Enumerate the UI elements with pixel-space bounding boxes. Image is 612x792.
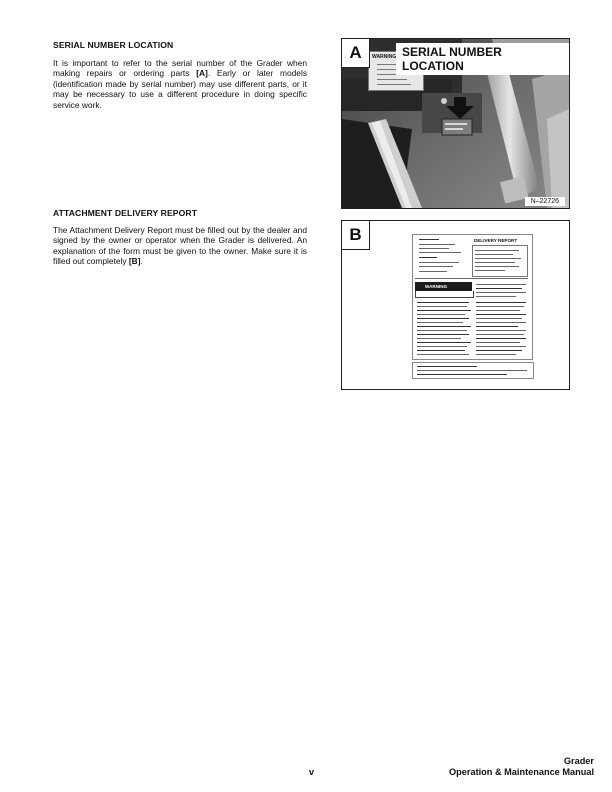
delivery-report-title: DELIVERY REPORT (474, 238, 518, 243)
figure-a-code: N–22726 (525, 197, 565, 206)
section-heading-delivery-report: ATTACHMENT DELIVERY REPORT (53, 208, 198, 218)
delivery-report-form (412, 234, 533, 360)
page-number: v (309, 767, 315, 777)
figure-b-delivery-report (341, 220, 570, 390)
body-text: . Early or later models (identification made by serial number) may use different parts, or it may be necessary to use a different procedure in doing specific service work. (53, 68, 308, 110)
body-text: . (140, 256, 143, 267)
section-heading-serial-number: SERIAL NUMBER LOCATION (53, 40, 174, 50)
body-text: The Attachment Delivery Report must be filled out by the dealer and signed by the owner or operator when the Grader is delivered. An explanation of the form must be given to the owner. Make sure it is filled out completely (53, 225, 307, 267)
figure-letter-b: B (342, 221, 370, 250)
warning-decal-label: WARNING (372, 54, 397, 60)
figure-reference-b: [B] (128, 256, 141, 267)
delivery-report-signature-strip (412, 362, 534, 379)
figure-letter-a: A (342, 39, 370, 68)
body-text: It is important to refer to the serial number of the Grader when making repairs or ordering parts (53, 58, 307, 79)
figure-reference-a: [A] (196, 68, 208, 79)
figure-a-serial-number-photo (341, 38, 570, 209)
manual-title-line1: Grader (563, 756, 594, 766)
section-body-serial-number (53, 58, 307, 110)
manual-title (449, 756, 594, 778)
section-body-delivery-report (53, 225, 307, 267)
figure-a-title: SERIAL NUMBER LOCATION (396, 43, 569, 75)
form-warning-tag: WARNING (415, 282, 472, 291)
manual-title-line2: Operation & Maintenance Manual (449, 767, 594, 777)
